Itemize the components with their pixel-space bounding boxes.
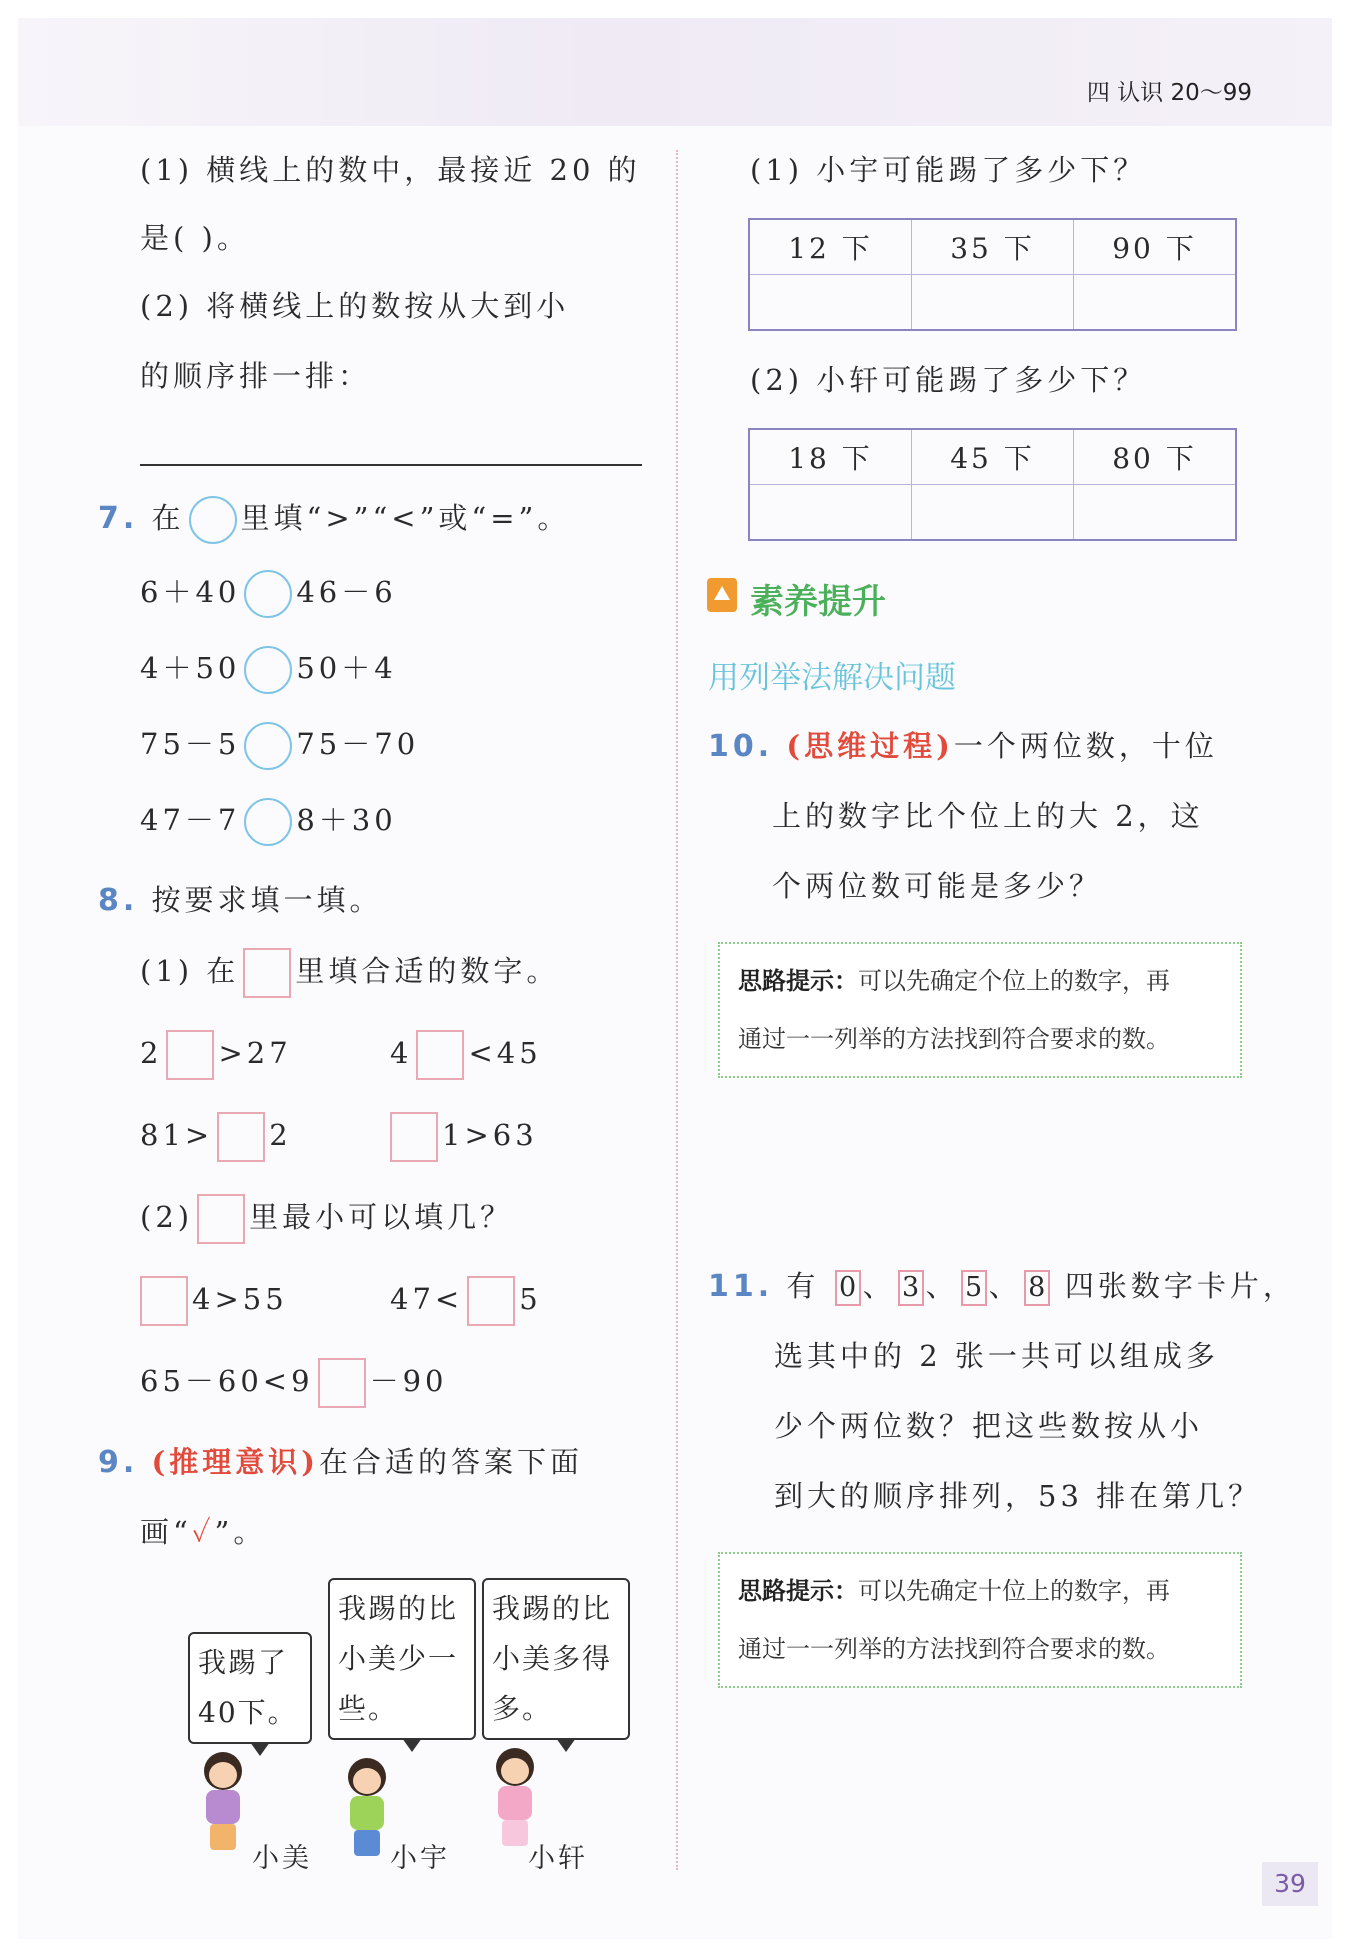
q7-post: 里填“>”“<”或“=”。 — [240, 501, 571, 535]
q9-line2 — [140, 1510, 266, 1551]
text: 4 — [390, 1036, 413, 1070]
speech-bubble-xiaomei: 我踢了40下。 — [188, 1632, 312, 1744]
compare-circle[interactable] — [244, 722, 292, 770]
q7-item-left: 47－7 — [140, 803, 241, 837]
answer-table-xiaoyu — [748, 218, 1237, 331]
q10-number: 10. — [708, 729, 774, 764]
text: 、 — [988, 1269, 1022, 1303]
hint-text: 通过一一列举的方法找到符合要求的数。 — [738, 1635, 1170, 1663]
subsection-title: 用列举法解决问题 — [708, 660, 956, 696]
table-cell: 45 下 — [912, 429, 1074, 485]
table-cell: 80 下 — [1074, 429, 1237, 485]
compare-circle[interactable] — [244, 798, 292, 846]
q10-hint-box — [718, 942, 1242, 1078]
answer-cell[interactable] — [749, 485, 912, 541]
table-cell: 35 下 — [912, 219, 1074, 275]
q8-number: 8. — [98, 883, 139, 918]
q10-line3: 个两位数可能是多少？ — [772, 869, 1103, 903]
q9-part2-question: (2) 小轩可能踢了多少下？ — [750, 363, 1147, 397]
q7-item — [140, 798, 397, 846]
q7-item-right: 8＋30 — [296, 803, 397, 837]
chapter-title: 四 认识 20～99 — [1086, 80, 1252, 106]
answer-cell[interactable] — [912, 275, 1074, 331]
speech-bubble-xiaoxuan: 我踢的比小美多得多。 — [482, 1578, 630, 1740]
q7-item-right: 46－6 — [296, 575, 397, 609]
digit-card: 8 — [1024, 1270, 1050, 1306]
q10-text: 一个两位数，十位 — [953, 729, 1218, 763]
answer-cell[interactable] — [1074, 485, 1237, 541]
q7-item-left: 4＋50 — [140, 651, 241, 685]
text: 1>63 — [442, 1118, 538, 1152]
q8-row2a — [140, 1112, 292, 1162]
kid-name-xiaoxuan: 小轩 — [528, 1843, 588, 1874]
q11-line4: 到大的顺序排列，53 排在第几？ — [774, 1479, 1262, 1513]
page-number: 39 — [1262, 1862, 1318, 1906]
header-band — [18, 18, 1332, 126]
q7-item-left: 6＋40 — [140, 575, 241, 609]
digit-box-sample — [243, 948, 291, 998]
q9-tag: (推理意识) — [151, 1445, 319, 1479]
digit-box[interactable] — [217, 1112, 265, 1162]
q8-text: 按要求填一填。 — [151, 883, 383, 917]
q8-row2b — [386, 1112, 538, 1162]
text: ”。 — [214, 1515, 267, 1549]
q10-tag: (思维过程) — [786, 729, 954, 763]
q7-item — [140, 646, 397, 694]
speech-bubble-xiaoyu: 我踢的比小美少一些。 — [328, 1578, 476, 1740]
answer-line[interactable] — [140, 464, 642, 466]
q8-p1-pre: (1) 在 — [140, 954, 240, 988]
text: 2 — [269, 1118, 292, 1152]
q7-item — [140, 570, 397, 618]
q8-part1 — [140, 948, 559, 998]
q6-part1-line1: (1) 横线上的数中，最接近 20 的 — [140, 153, 641, 187]
q7-number: 7. — [98, 501, 139, 536]
text: <45 — [468, 1036, 542, 1070]
compare-circle[interactable] — [244, 646, 292, 694]
kid-name-xiaoyu: 小宇 — [390, 1843, 450, 1874]
text: 47< — [390, 1282, 464, 1316]
text: －90 — [369, 1364, 448, 1398]
q11-hint-box — [718, 1552, 1242, 1688]
text: 有 — [786, 1269, 820, 1303]
text: 画“ — [140, 1515, 192, 1549]
q10-line2: 上的数字比个位上的大 2，这 — [772, 799, 1204, 833]
text: 、 — [925, 1269, 959, 1303]
hint-text: 可以先确定个位上的数字，再 — [858, 967, 1170, 995]
table-cell: 18 下 — [749, 429, 912, 485]
checkmark-icon: ✓ — [191, 1515, 215, 1549]
q8-row3b — [390, 1276, 542, 1326]
q6-part2-line2: 的顺序排一排： — [140, 359, 372, 393]
q11-line1 — [708, 1264, 1296, 1306]
q7-prompt — [98, 496, 570, 544]
digit-box[interactable] — [467, 1276, 515, 1326]
digit-box[interactable] — [140, 1276, 188, 1326]
digit-box[interactable] — [390, 1112, 438, 1162]
hint-text: 通过一一列举的方法找到符合要求的数。 — [738, 1025, 1170, 1053]
child-xiaomei-illustration — [192, 1752, 254, 1852]
digit-box-sample — [197, 1194, 245, 1244]
child-xiaoxuan-illustration — [484, 1748, 546, 1848]
digit-box[interactable] — [416, 1030, 464, 1080]
q8-row1b — [390, 1030, 542, 1080]
q11-line3: 少个两位数？把这些数按从小 — [774, 1409, 1204, 1443]
q8-row4 — [140, 1358, 447, 1408]
text: 2 — [140, 1036, 163, 1070]
compare-circle[interactable] — [244, 570, 292, 618]
answer-cell[interactable] — [1074, 275, 1237, 331]
text: 、 — [862, 1269, 896, 1303]
digit-card: 0 — [835, 1270, 861, 1306]
answer-table-xiaoxuan — [748, 428, 1237, 541]
digit-box[interactable] — [166, 1030, 214, 1080]
q9-number: 9. — [98, 1445, 139, 1480]
q8-p1-post: 里填合适的数字。 — [295, 954, 560, 988]
q7-item-right: 50＋4 — [296, 651, 397, 685]
text: >27 — [218, 1036, 292, 1070]
q6-part1-line2: 是( )。 — [140, 221, 250, 255]
q9-text: 在合适的答案下面 — [318, 1445, 583, 1479]
q7-pre: 在 — [151, 501, 185, 535]
q8-part2 — [140, 1194, 513, 1244]
answer-cell[interactable] — [912, 485, 1074, 541]
q8-row1a — [140, 1030, 292, 1080]
text: 4>55 — [192, 1282, 288, 1316]
table-cell: 90 下 — [1074, 219, 1237, 275]
table-cell: 12 下 — [749, 219, 912, 275]
section-icon — [707, 578, 737, 612]
q8-p2-pre: (2) — [140, 1200, 194, 1234]
q8-p2-post: 里最小可以填几？ — [249, 1200, 514, 1234]
child-xiaoyu-illustration — [336, 1758, 398, 1858]
q11-number: 11. — [708, 1269, 774, 1304]
column-divider — [676, 150, 678, 1870]
q6-part2-line1: (2) 将横线上的数按从大到小 — [140, 289, 570, 323]
q10-line1 — [708, 724, 1218, 765]
digit-box[interactable] — [318, 1358, 366, 1408]
q9-part1-question: (1) 小宇可能踢了多少下？ — [750, 153, 1147, 187]
text: 四张数字卡片， — [1064, 1269, 1296, 1303]
text: 65－60<9 — [140, 1364, 314, 1398]
q8-prompt — [98, 878, 383, 919]
q7-item-left: 75－5 — [140, 727, 241, 761]
compare-circle-sample — [189, 496, 237, 544]
text: 81> — [140, 1118, 214, 1152]
section-title: 素养提升 — [750, 582, 886, 622]
digit-card: 5 — [961, 1270, 987, 1306]
q11-line2: 选其中的 2 张一共可以组成多 — [774, 1339, 1219, 1373]
q9-prompt — [98, 1440, 583, 1481]
text: 5 — [519, 1282, 542, 1316]
digit-card: 3 — [898, 1270, 924, 1306]
answer-cell[interactable] — [749, 275, 912, 331]
q7-item — [140, 722, 419, 770]
hint-text: 可以先确定十位上的数字，再 — [858, 1577, 1170, 1605]
hint-label: 思路提示： — [738, 967, 858, 995]
hint-label: 思路提示： — [738, 1577, 858, 1605]
kid-name-xiaomei: 小美 — [252, 1843, 312, 1874]
q7-item-right: 75－70 — [296, 727, 420, 761]
q8-row3a — [136, 1276, 288, 1326]
